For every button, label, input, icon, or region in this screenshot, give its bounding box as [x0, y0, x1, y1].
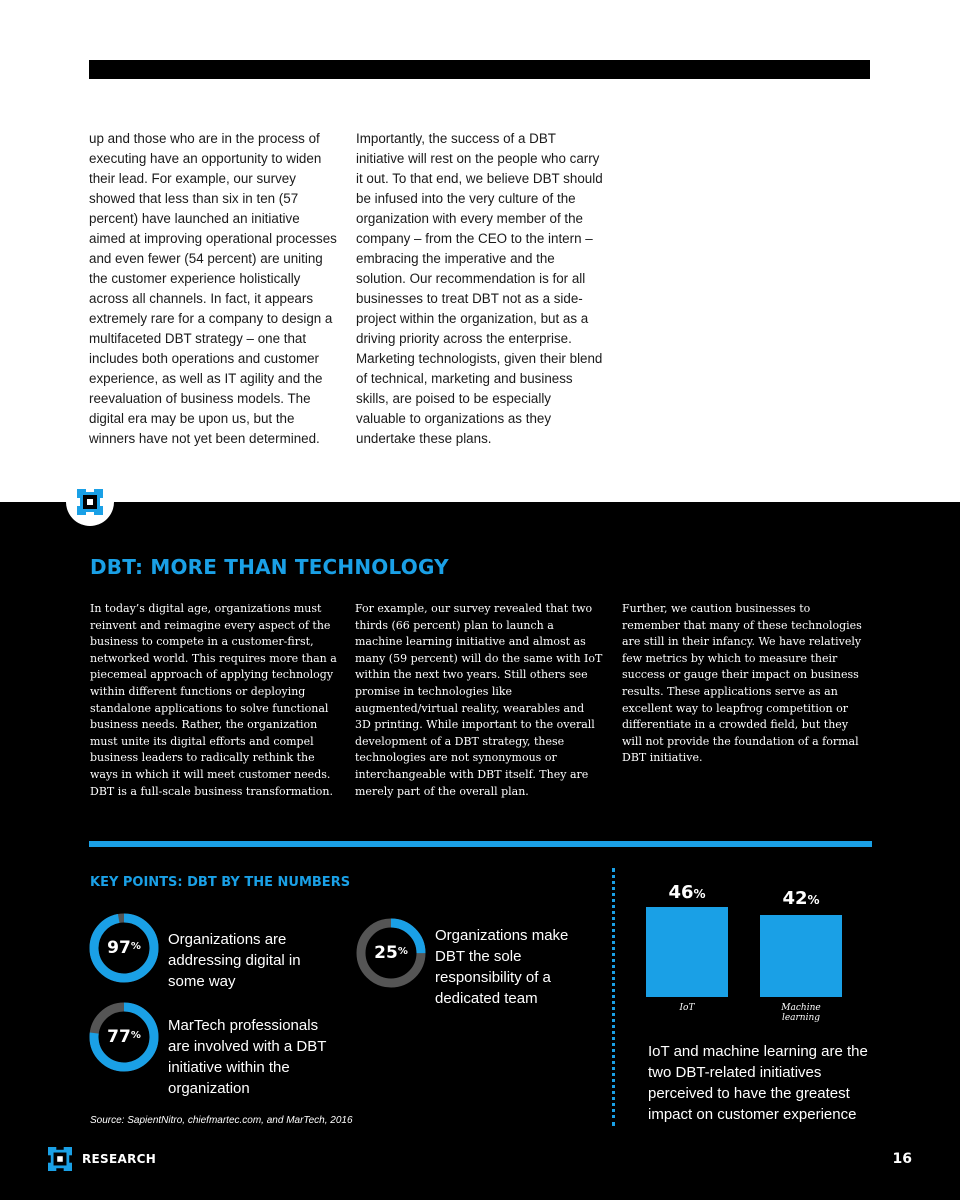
dotted-divider: [612, 868, 615, 1126]
section-text-3: Further, we caution businesses to remember that many of these technologies are still in their infancy. We have relatively few metrics by which to measure their success or gauge their impact on business results. These applications serve as an excellent way to leapfrog competition or differentiate in a crowded field, but they will not provide the foundation of a formal DBT initiative.: [622, 602, 862, 765]
section-text-1: In today’s digital age, organizations must reinvent and reimagine every aspect of the business to compete in a customer-first, networked world. This requires more than a piecemeal approach of applying technology within different functions or deploying standalone applications to solve functional business needs. Rather, the organization must unite its digital efforts and compel business leaders to radically rethink the ways in which it will meet customer needs. DBT is a full-scale business transformation.: [90, 602, 337, 798]
page-number: 16: [892, 1151, 912, 1167]
top-black-bar: [89, 60, 870, 79]
bar-iot: [646, 907, 728, 997]
donut-chart: [89, 1002, 159, 1072]
footer-logo: [48, 1147, 72, 1176]
body-text-left: up and those who are in the process of executing have an opportunity to widen their lead. For example, our survey showed that less than six in ten (57 percent) have launched an initiative aimed at improving operational processes and even fewer (54 percent) are uniting the customer experience holistically across all channels. In fact, it appears extremely rare for a company to design a multifaceted DBT strategy – one that includes both operations and customer experience, as well as IT agility and the reevaluation of business models. The digital era may be upon us, but the winners have not yet been determined.: [89, 131, 337, 446]
bar-machine-learning: [760, 915, 842, 997]
bar-category-label: IoT: [679, 1003, 695, 1013]
section-column-2: [355, 601, 603, 800]
section-logo: [66, 478, 114, 526]
donut-chart: [89, 913, 159, 983]
research-logo-icon: [77, 489, 103, 515]
key-points-title: KEY POINTS: DBT BY THE NUMBERS: [90, 875, 351, 890]
section-divider: [89, 841, 872, 847]
section-column-3: [622, 601, 870, 767]
body-column-right: [356, 129, 604, 449]
body-column-left: [89, 129, 337, 449]
source-note: Source: SapientNitro, chiefmartec.com, and MarTech, 2016: [90, 1115, 353, 1126]
bar-value-label: 46%: [668, 882, 706, 903]
stat-label: MarTech professionals are involved with a DBT initiative within the organization: [168, 1017, 327, 1097]
research-logo-icon: [48, 1147, 72, 1171]
body-text-right: Importantly, the success of a DBT initiative will rest on the people who carry it out. To that end, we believe DBT should be infused into the very culture of the organization with every member of the company – from the CEO to the intern – embracing the imperative and the solution. Our recommendation is for all businesses to treat DBT not as a side-project within the organization, but as a driving priority across the enterprise. Marketing technologists, given their blend of technical, marketing and business skills, are poised to be especially valuable to organizations as they undertake these plans.: [356, 131, 603, 446]
section-title: DBT: MORE THAN TECHNOLOGY: [90, 555, 449, 579]
footer-section-label: RESEARCH: [82, 1152, 157, 1166]
chart-caption: IoT and machine learning are the two DBT-related initiatives perceived to have the greatest impact on customer experience: [648, 1043, 868, 1123]
donut-value: 97 %: [107, 938, 141, 958]
bar-value-label: 42%: [782, 888, 820, 909]
donut-chart: [356, 918, 426, 988]
section-text-2: For example, our survey revealed that two thirds (66 percent) plan to launch a machine learning initiative and almost as many (59 percent) will do the same with IoT within the next two years. Still others see promise in technologies like augmented/virtual reality, wearables and 3D printing. While important to the overall development of a DBT strategy, these technologies are not synonymous or interchangeable with DBT itself. They are merely part of the overall plan.: [355, 602, 603, 798]
donut-value: 25 %: [374, 943, 408, 963]
section-column-1: [90, 601, 338, 800]
donut-value: 77 %: [107, 1027, 141, 1047]
stat-label: Organizations make DBT the sole responsibility of a dedicated team: [435, 927, 569, 1007]
bar-category-label: Machine learning: [781, 1003, 821, 1023]
stat-label: Organizations are addressing digital in some way: [168, 931, 301, 990]
